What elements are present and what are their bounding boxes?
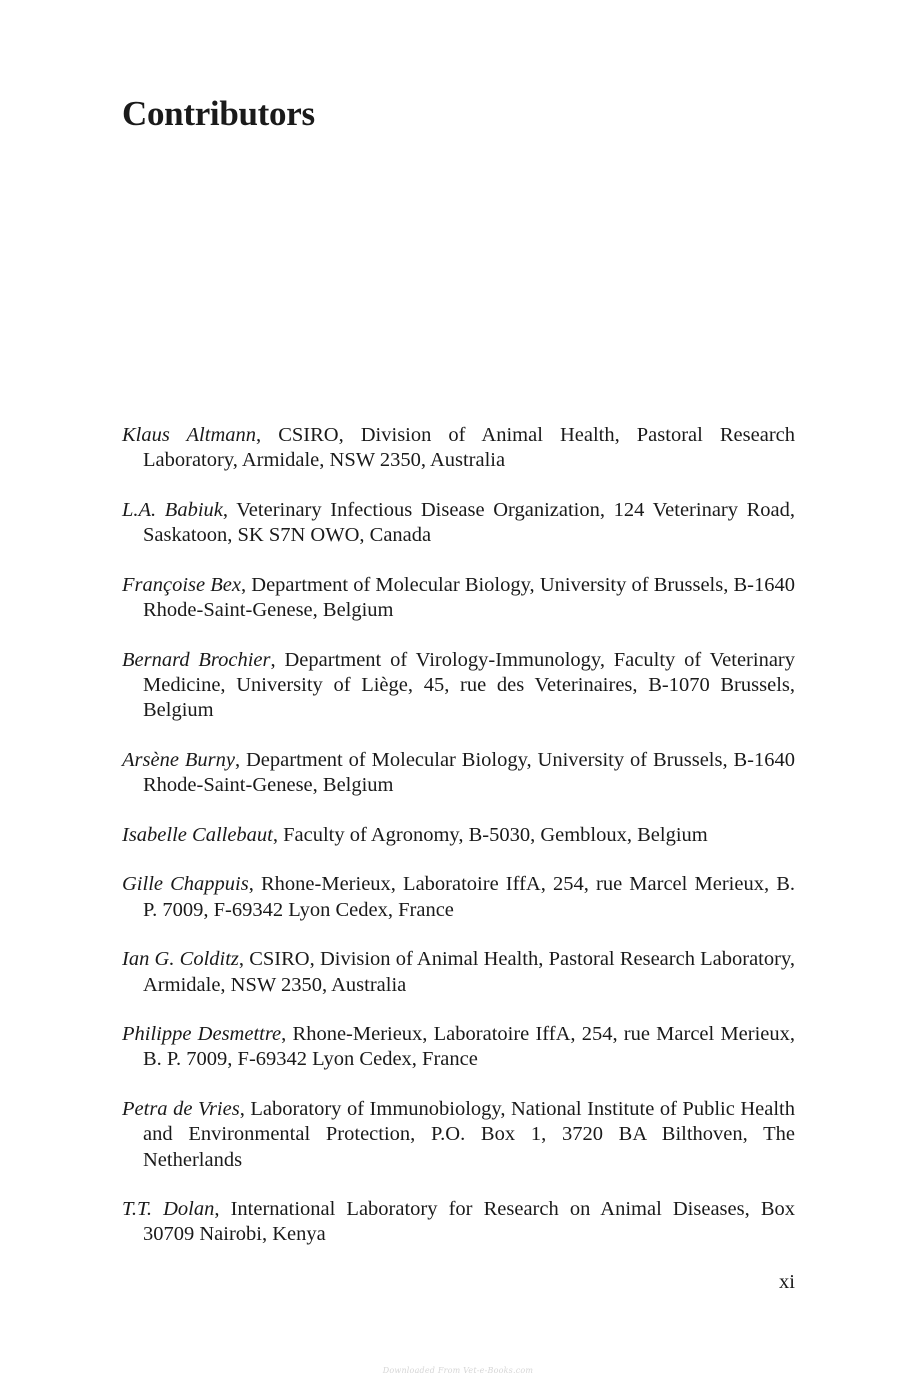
contributor-name: T.T. Dolan (122, 1198, 215, 1221)
contributors-list (122, 423, 795, 1272)
contributor-affiliation: Department of Molecular Biology, University of Brussels, B-1640 Rhode-Saint-Genese, Belgium (143, 573, 796, 622)
contributor-affiliation: Department of Molecular Biology, University of Brussels, B-1640 Rhode-Saint-Genese, Belgium (143, 748, 796, 797)
contributor-affiliation: Department of Virology-Immunology, Faculty of Veterinary Medicine, University of Liège, 45, rue des Veterinaires, B-1070 Brussels, Belgium (143, 648, 796, 722)
contributor-affiliation: International Laboratory for Research on Animal Diseases, Box 30709 Nairobi, Kenya (143, 1198, 796, 1246)
contributor-entry: Gille Chappuis, Rhone-Merieux, Laboratoire IffA, 254, rue Marcel Merieux, B. P. 7009, F-69342 Lyon Cedex, France (122, 873, 796, 921)
contributor-affiliation: Rhone-Merieux, Laboratoire IffA, 254, rue Marcel Merieux, B. P. 7009, F-69342 Lyon Cedex, France (143, 1023, 796, 1071)
contributor-name: Bernard Brochier (122, 648, 271, 671)
contributor-affiliation: CSIRO, Division of Animal Health, Pastoral Research Laboratory, Armidale, NSW 2350, Australia (143, 424, 795, 472)
contributor-entry: L.A. Babiuk, Veterinary Infectious Disease Organization, 124 Veterinary Road, Saskatoon, SK S7N OWO, Canada (122, 498, 796, 547)
contributor-name: Ian G. Colditz (122, 948, 239, 971)
contributor-affiliation: Faculty of Agronomy, B-5030, Gembloux, Belgium (283, 823, 708, 846)
contributor-affiliation: Veterinary Infectious Disease Organization, 124 Veterinary Road, Saskatoon, SK S7N OWO, Canada (143, 498, 796, 547)
contributor-entry: Ian G. Colditz, CSIRO, Division of Animal Health, Pastoral Research Laboratory, Armidale, NSW 2350, Australia (122, 948, 796, 996)
contributor-affiliation: CSIRO, Division of Animal Health, Pastoral Research Laboratory, Armidale, NSW 2350, Australia (143, 948, 796, 996)
contributor-entry: Françoise Bex, Department of Molecular Biology, University of Brussels, B-1640 Rhode-Saint-Genese, Belgium (122, 573, 796, 622)
contributor-affiliation: Laboratory of Immunobiology, National Institute of Public Health and Environmental Protection, P.O. Box 1, 3720 BA Bilthoven, The Netherlands (143, 1098, 795, 1171)
contributor-entry: T.T. Dolan, International Laboratory for Research on Animal Diseases, Box 30709 Nairobi, Kenya (122, 1198, 796, 1246)
contributor-entry: Klaus Altmann, CSIRO, Division of Animal Health, Pastoral Research Laboratory, Armidale, NSW 2350, Australia (122, 424, 795, 472)
contributor-entry: Arsène Burny, Department of Molecular Biology, University of Brussels, B-1640 Rhode-Saint-Genese, Belgium (122, 748, 796, 797)
page-title: Contributors (122, 94, 315, 133)
contributor-entry: Bernard Brochier, Department of Virology-Immunology, Faculty of Veterinary Medicine, University of Liège, 45, rue des Veterinaires, B-1070 Brussels, Belgium (122, 648, 796, 722)
contributor-entry: Isabelle Callebaut, Faculty of Agronomy, B-5030, Gembloux, Belgium (122, 823, 708, 846)
contributor-entry: Philippe Desmettre, Rhone-Merieux, Laboratoire IffA, 254, rue Marcel Merieux, B. P. 7009, F-69342 Lyon Cedex, France (122, 1023, 796, 1071)
contributor-name: Gille Chappuis (122, 873, 249, 896)
contributor-entry: Petra de Vries, Laboratory of Immunobiology, National Institute of Public Health and Environmental Protection, P.O. Box 1, 3720 BA Bilthoven, The Netherlands (122, 1098, 795, 1171)
contributor-name: L.A. Babiuk (122, 498, 223, 521)
contributor-name: Françoise Bex (122, 573, 241, 596)
page-number: xi (779, 1271, 795, 1293)
contributor-affiliation: Rhone-Merieux, Laboratoire IffA, 254, rue Marcel Merieux, B. P. 7009, F-69342 Lyon Cedex, France (143, 873, 796, 921)
contributor-name: Petra de Vries (122, 1098, 240, 1121)
contributor-name: Isabelle Callebaut (122, 823, 273, 846)
contributor-name: Philippe Desmettre (122, 1023, 282, 1046)
contributor-name: Arsène Burny (122, 748, 235, 771)
contributor-name: Klaus Altmann (122, 424, 256, 446)
download-watermark: Downloaded From Vet-e-Books.com (382, 1366, 534, 1375)
